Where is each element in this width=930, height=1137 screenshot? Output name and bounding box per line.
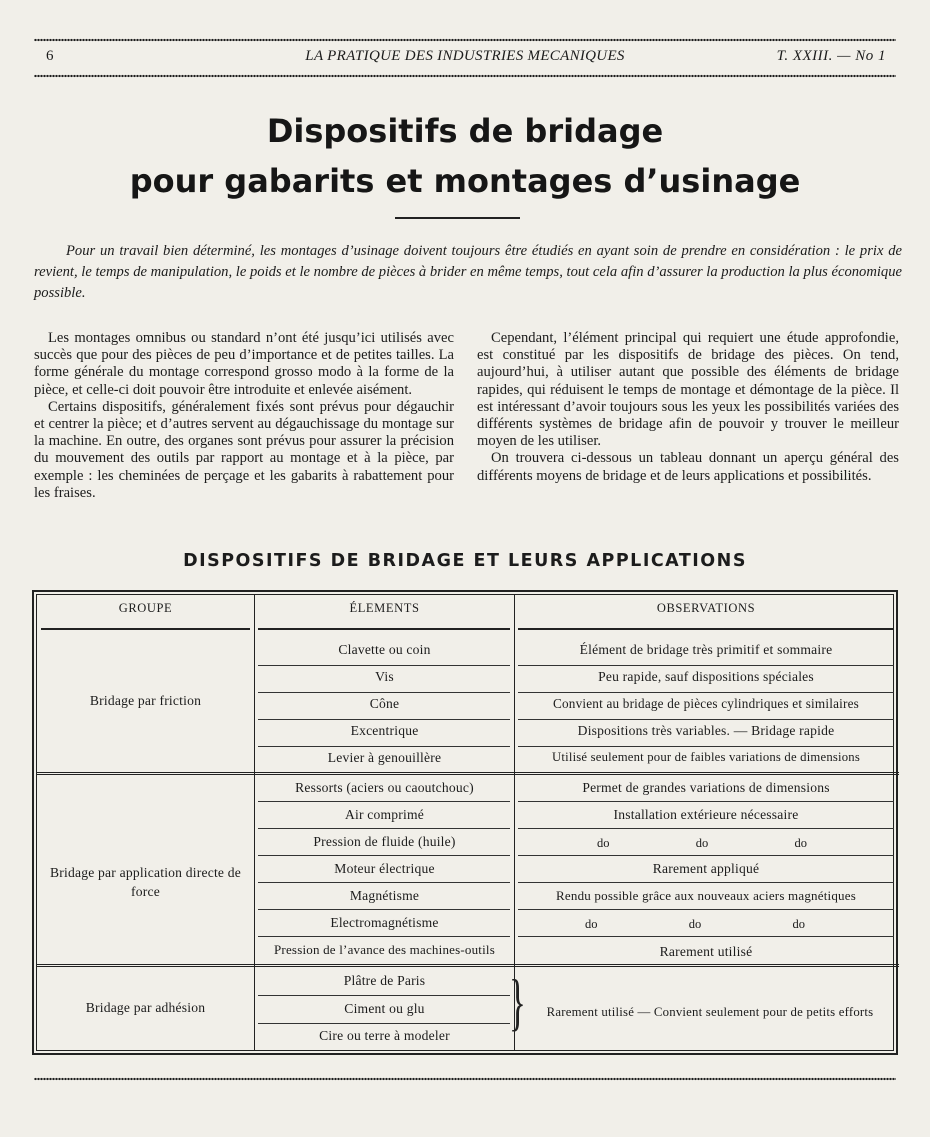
observation-cell: Rarement appliqué — [652, 861, 760, 876]
observation-cell: Installation extérieure nécessaire — [613, 807, 799, 822]
element-cell: Ciment ou glu — [344, 1001, 425, 1016]
row-line — [258, 665, 510, 666]
header-observations: OBSERVATIONS — [656, 601, 756, 615]
right-paragraph-1: Cependant, l’élément principal qui requiert une étude approfondie, est constitué par les dispositifs de bridage des pièces. On tend, aujourd’hui, à utiliser autant que possible des éléments de bridage rapides, qui réduisent le temps de montage et démontage de la pièce. Il est intéressant d’avoir toujours sous les yeux les possibilités variées des différents systèmes de bridage afin de pouvoir y trouver le meilleur moyen de les utiliser. — [477, 330, 899, 450]
observation-cell: Rendu possible grâce aux nouveaux aciers magnétiques — [556, 888, 856, 903]
ditto-mark: do — [597, 836, 610, 850]
row-line — [258, 692, 510, 693]
ditto-mark: do — [794, 836, 807, 850]
ditto-mark: do — [792, 917, 805, 931]
row-line — [518, 692, 894, 693]
row-line — [258, 719, 510, 720]
right-column — [477, 330, 899, 485]
row-line — [258, 746, 510, 747]
header-elements: ÉLEMENTS — [349, 601, 420, 615]
element-cell: Electromagnétisme — [330, 915, 439, 930]
page-number: 6 — [46, 48, 54, 64]
observation-cell: Convient au bridage de pièces cylindriques et similaires — [553, 696, 859, 711]
row-line — [258, 1023, 510, 1024]
header-line-elements — [258, 628, 510, 630]
left-paragraph-2: Certains dispositifs, généralement fixés sont prévus pour dégauchir et centrer la pièce; et d’autres servent au dégauchissage du montage sur la machine. En outre, des organes sont prévus pour assurer la précision du mouvement des outils par rapport au montage et à la pièce, par exemple : les cheminées de perçage et les gabarits à rabattement pour les fraises. — [34, 398, 454, 501]
left-paragraph-1: Les montages omnibus ou standard n’ont été jusqu’ici utilisés avec succès que pour des pièces de peu d’importance et de petites tailles. La forme générale du montage correspond grosso modo à la forme de la pièce, et celle-ci doit pouvoir être introduite et enlevée aisément. — [34, 330, 454, 398]
element-cell: Magnétisme — [349, 888, 420, 903]
clamping-table — [32, 590, 898, 1055]
element-cell: Air comprimé — [344, 807, 425, 822]
group-force — [37, 863, 254, 901]
element-cell: Cire ou terre à modeler — [319, 1028, 450, 1043]
row-line — [258, 909, 510, 910]
element-cell: Plâtre de Paris — [343, 973, 426, 988]
group-adhesion: Bridage par adhésion — [85, 1000, 206, 1015]
table-inner-frame — [36, 594, 894, 1051]
page-header — [34, 46, 896, 70]
group-separator-1 — [37, 772, 899, 775]
article-title-line2: pour gabarits et montages d’usinage — [129, 162, 801, 200]
observation-cell: Rarement utilisé — [659, 944, 753, 959]
footer-rule — [34, 1077, 896, 1081]
header-line-observations — [518, 628, 894, 630]
journal-title: LA PRATIQUE DES INDUSTRIES MECANIQUES — [305, 48, 625, 64]
element-cell: Pression de fluide (huile) — [313, 834, 456, 849]
ditto-marks — [585, 917, 805, 932]
row-line — [518, 936, 894, 937]
row-line — [258, 936, 510, 937]
article-title-line1: Dispositifs de bridage — [266, 112, 664, 150]
row-line — [518, 828, 894, 829]
row-line — [518, 909, 894, 910]
group-separator-2 — [37, 964, 899, 967]
row-line — [518, 882, 894, 883]
element-cell: Cône — [369, 696, 400, 711]
row-line — [518, 855, 894, 856]
element-cell: Levier à genouillère — [327, 750, 442, 765]
element-cell: Moteur électrique — [334, 861, 435, 876]
brace-symbol: } — [509, 966, 526, 1037]
ditto-marks — [597, 836, 807, 851]
header-bottom-rule — [34, 74, 896, 78]
element-cell: Clavette ou coin — [338, 642, 431, 657]
observation-cell: Permet de grandes variations de dimensions — [582, 780, 830, 795]
row-line — [518, 719, 894, 720]
row-line — [258, 882, 510, 883]
header-groupe: GROUPE — [118, 601, 173, 615]
ditto-mark: do — [585, 917, 598, 931]
volume-issue: T. XXIII. — No 1 — [776, 48, 886, 64]
observation-cell: Utilisé seulement pour de faibles variations de dimensions — [552, 750, 860, 764]
row-line — [518, 801, 894, 802]
row-line — [258, 801, 510, 802]
row-line — [258, 828, 510, 829]
element-cell: Pression de l’avance des machines-outils — [274, 942, 495, 957]
ditto-mark: do — [688, 917, 702, 931]
adhesion-observation: Rarement utilisé — Convient seulement pour de petits efforts — [546, 1005, 874, 1019]
element-cell: Vis — [375, 669, 394, 684]
group-force-line2: force — [131, 884, 160, 899]
right-paragraph-2: On trouvera ci-dessous un tableau donnant un aperçu général des différents moyens de bridage et de leurs applications et possibilités. — [477, 450, 899, 484]
row-line — [518, 665, 894, 666]
group-friction: Bridage par friction — [89, 693, 202, 708]
left-column — [34, 330, 454, 502]
title-rule — [395, 217, 520, 219]
ditto-mark: do — [695, 836, 709, 850]
element-cell: Ressorts (aciers ou caoutchouc) — [295, 780, 474, 795]
row-line — [258, 855, 510, 856]
element-cell: Excentrique — [350, 723, 419, 738]
observation-cell: Peu rapide, sauf dispositions spéciales — [598, 669, 814, 684]
intro-paragraph: Pour un travail bien déterminé, les montages d’usinage doivent toujours être étudiés en ayant soin de prendre en considération : le prix de revient, le temps de manipulation, le poids et le nombre de pièces à brider en même temps, tout cela afin d’assurer la production la plus économique possible. — [34, 243, 902, 301]
table-title: DISPOSITIFS DE BRIDAGE ET LEURS APPLICATIONS — [183, 551, 747, 571]
header-top-rule — [34, 38, 896, 42]
observation-cell: Dispositions très variables. — Bridage rapide — [577, 723, 835, 738]
row-line — [258, 995, 510, 996]
group-force-line1: Bridage par application directe de — [50, 865, 241, 880]
row-line — [518, 746, 894, 747]
observation-cell: Élément de bridage très primitif et sommaire — [579, 642, 833, 657]
header-line-groupe — [41, 628, 250, 630]
